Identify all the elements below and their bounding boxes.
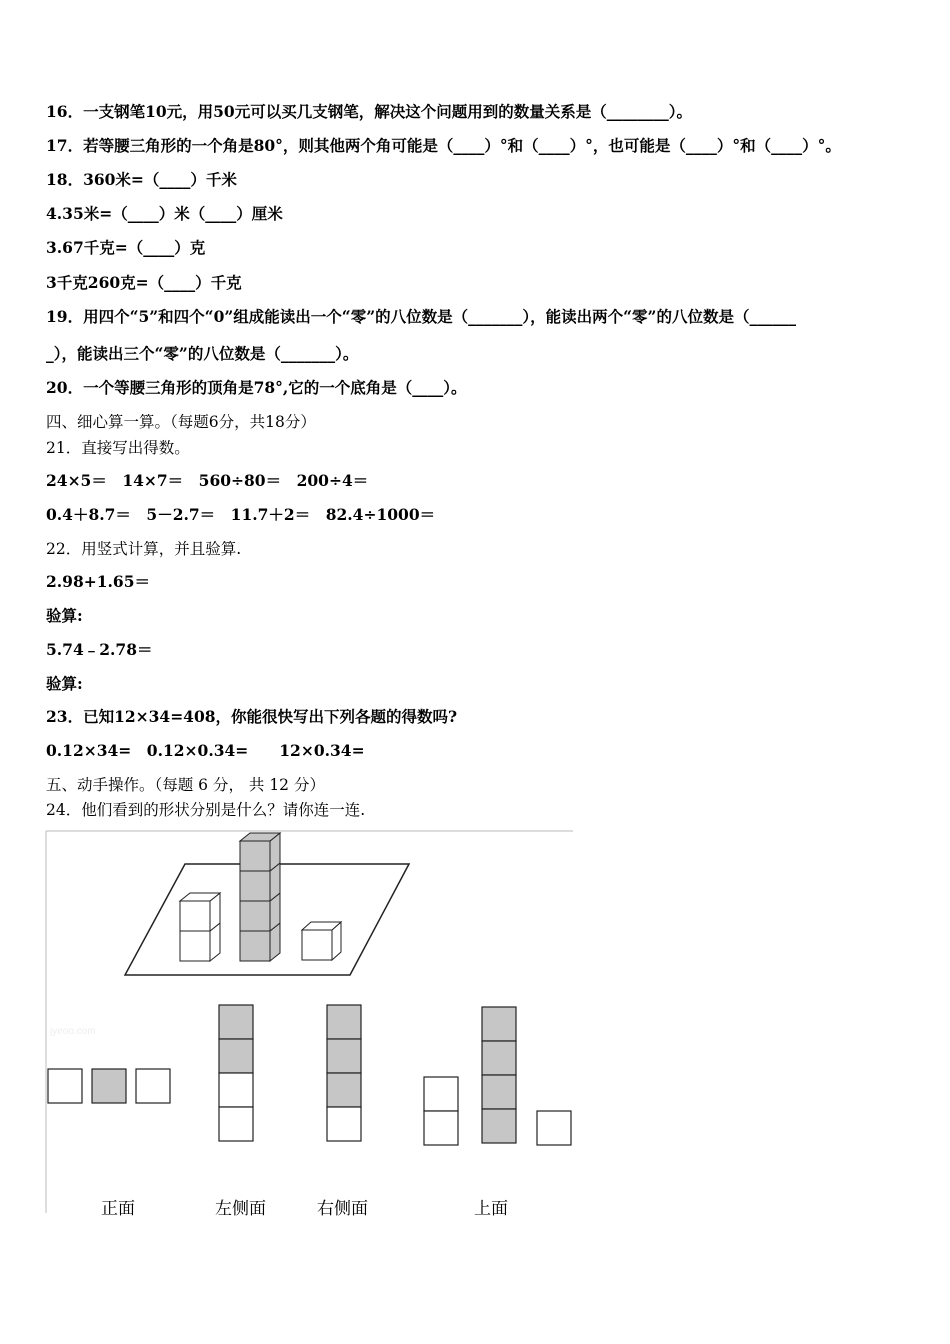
view-option-b (219, 1005, 253, 1141)
question-20: 20．一个等腰三角形的顶角是78°,它的一个底角是（____）。 (46, 378, 467, 397)
question-22-check-b: 验算: (46, 674, 83, 693)
question-19: 19．用四个“5”和四个“0”组成能读出一个“零”的八位数是（_______），能读出两个“零”的八位数是（______ (46, 307, 796, 326)
question-19-cont: _），能读出三个“零”的八位数是（_______）。 (46, 344, 359, 363)
question-21: 21．直接写出得数。 (46, 439, 190, 457)
watermark: jyeoo.com (50, 1026, 96, 1037)
question-18-b: 4.35米=（____）米（____）厘米 (46, 204, 283, 223)
question-21-row1: 24×5＝ 14×7＝ 560÷80＝ 200÷4＝ (46, 471, 369, 490)
question-21-row2: 0.4＋8.7＝ 5－2.7＝ 11.7＋2＝ 82.4÷1000＝ (46, 505, 436, 524)
question-16: 16．一支钢笔10元，用50元可以买几支钢笔，解决这个问题用到的数量关系是（________）。 (46, 102, 692, 121)
view-option-c (327, 1005, 361, 1141)
single-cube (302, 922, 341, 960)
question-22-b: 5.74﹣2.78＝ (46, 640, 153, 659)
question-18-d: 3千克260克=（____）千克 (46, 273, 242, 292)
question-23: 23．已知12×34=408，你能很快写出下列各题的得数吗? (46, 707, 458, 726)
question-22: 22．用竖式计算，并且验算. (46, 540, 242, 558)
label-left-side: 左侧面 (215, 1199, 266, 1219)
tall-stack-cubes (240, 833, 280, 961)
section-5-heading: 五、动手操作。（每题 6 分， 共 12 分） (46, 776, 325, 794)
label-front: 正面 (101, 1199, 135, 1219)
question-22-check-a: 验算: (46, 606, 83, 625)
question-18: 18．360米=（____）千米 (46, 170, 237, 189)
label-right-side: 右侧面 (317, 1199, 368, 1219)
left-stack-cubes (180, 893, 220, 961)
cube-views-figure (45, 830, 575, 1215)
question-18-c: 3.67千克=（____）克 (46, 238, 206, 257)
label-top: 上面 (474, 1199, 508, 1219)
view-option-d (424, 1007, 571, 1145)
section-4-heading: 四、细心算一算。（每题6分，共18分） (46, 413, 316, 431)
question-22-a: 2.98+1.65＝ (46, 572, 150, 591)
question-24: 24．他们看到的形状分别是什么？请你连一连. (46, 801, 366, 819)
question-23-items: 0.12×34= 0.12×0.34= 12×0.34= (46, 741, 365, 760)
view-option-a (48, 1069, 170, 1103)
question-17: 17．若等腰三角形的一个角是80°，则其他两个角可能是（____）°和（____）°，也可能是（____）°和（____）°。 (46, 136, 841, 155)
